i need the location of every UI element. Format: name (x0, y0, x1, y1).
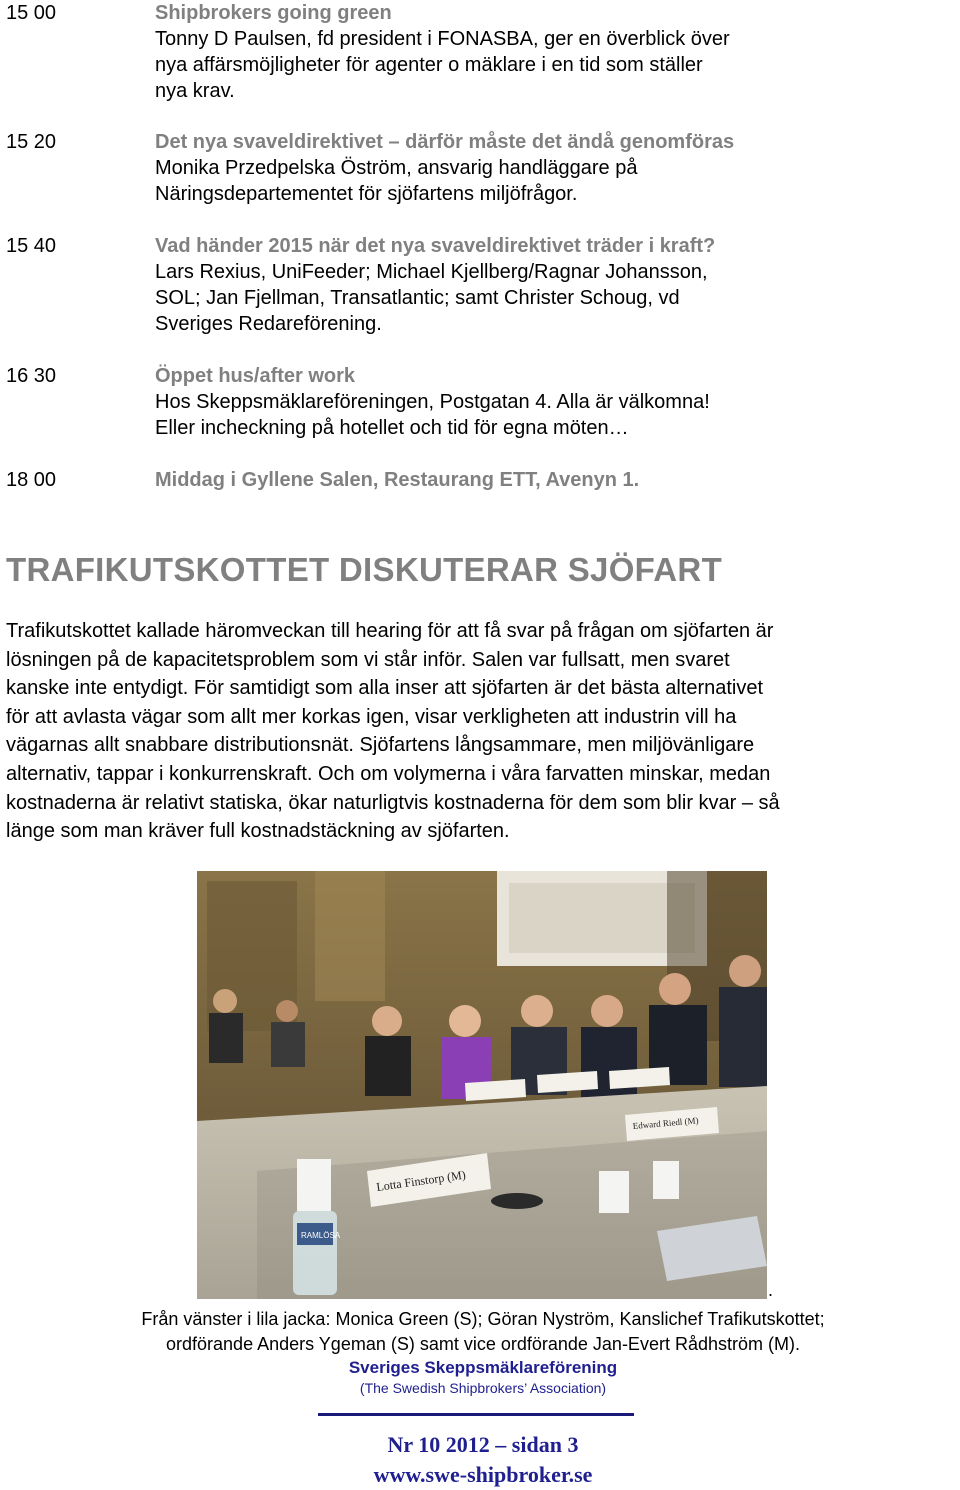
schedule-line: nya krav. (155, 80, 235, 102)
schedule-title: Öppet hus/after work (155, 365, 356, 387)
photo-caption (0, 1307, 960, 1357)
schedule-line: Tonny D Paulsen, fd president i FONASBA, ger en överblick över (155, 28, 730, 50)
schedule-line: Lars Rexius, UniFeeder; Michael Kjellberg/Ragnar Johansson, (155, 261, 708, 283)
issue-number: Nr 10 2012 – sidan 3 (387, 1432, 579, 1457)
schedule-time: 18 00 (6, 469, 57, 491)
schedule-time: 15 40 (6, 235, 57, 257)
org-name: Sveriges Skeppsmäklareförening (348, 1358, 618, 1377)
article-line: vägarnas allt snabbare distributionsnät. Sjöfartens långsammare, men miljövänligare (6, 734, 755, 757)
article-line: länge som man kräver full kostnadstäckning av sjöfarten. (6, 820, 510, 843)
schedule-line: nya affärsmöjligheter för agenter o mäklare i en tid som ställer (155, 54, 703, 76)
schedule-time: 16 30 (6, 365, 57, 387)
caption-line: ordförande Anders Ygeman (S) samt vice ordförande Jan-Evert Rådhström (M). (166, 1334, 800, 1354)
svg-text:Edward Riedl (M): Edward Riedl (M) (632, 1115, 699, 1131)
schedule-line: Hos Skeppsmäklareföreningen, Postgatan 4. Alla är välkomna! (155, 391, 710, 413)
schedule-time: 15 00 (6, 2, 57, 24)
footer-issue (0, 1430, 960, 1490)
hearing-photo (197, 871, 767, 1299)
article-line: kanske inte entydigt. För samtidigt som alla inser att sjöfarten är det bästa alternativet (6, 677, 764, 700)
article-line: lösningen på de kapacitetsproblem som vi står inför. Salen var fullsatt, men svaret (6, 648, 730, 671)
article-line: kostnaderna är relativt statiska, ökar naturligtvis kostnaderna för dem som blir kvar – så (6, 791, 780, 814)
schedule-title: Vad händer 2015 när det nya svaveldirektivet träder i kraft? (155, 235, 716, 257)
photo-dot: . (768, 1280, 774, 1300)
org-name-english: (The Swedish Shipbrokers’ Association) (359, 1380, 607, 1396)
article-line: alternativ, tappar i konkurrenskraft. Och om volymerna i våra farvatten minskar, medan (6, 762, 771, 785)
schedule-title: Middag i Gyllene Salen, Restaurang ETT, Avenyn 1. (155, 469, 640, 491)
schedule-line: Monika Przedpelska Öström, ansvarig handläggare på (155, 157, 638, 179)
article-heading: TRAFIKUTSKOTTET DISKUTERAR SJÖFART (6, 551, 723, 588)
caption-line: Från vänster i lila jacka: Monica Green (S); Göran Nyström, Kanslichef Trafikutskottet; (141, 1309, 825, 1329)
website-link[interactable]: www.swe-shipbroker.se (373, 1462, 593, 1487)
schedule-line: SOL; Jan Fjellman, Transatlantic; samt Christer Schoug, vd (155, 287, 680, 309)
schedule-title: Det nya svaveldirektivet – därför måste det ändå genomföras (155, 131, 735, 153)
article-line: Trafikutskottet kallade häromveckan till hearing för att få svar på frågan om sjöfarten är (6, 620, 774, 642)
svg-text:Lotta Finstorp (M): Lotta Finstorp (M) (375, 1167, 467, 1194)
schedule-line: Eller incheckning på hotellet och tid för egna möten… (155, 417, 629, 439)
svg-text:RAMLÖSA: RAMLÖSA (301, 1231, 341, 1240)
article-paragraph (6, 617, 956, 846)
article-line: för att avlasta vägar som allt mer korkas igen, visar verkligheten att industrin vill ha (6, 705, 737, 728)
schedule-time: 15 20 (6, 131, 57, 153)
footer-divider (318, 1413, 634, 1416)
schedule-line: Näringsdepartementet för sjöfartens miljöfrågor. (155, 183, 578, 205)
footer-organization (0, 1357, 960, 1397)
schedule-line: Sveriges Redareförening. (155, 313, 382, 335)
schedule-title: Shipbrokers going green (155, 2, 392, 24)
